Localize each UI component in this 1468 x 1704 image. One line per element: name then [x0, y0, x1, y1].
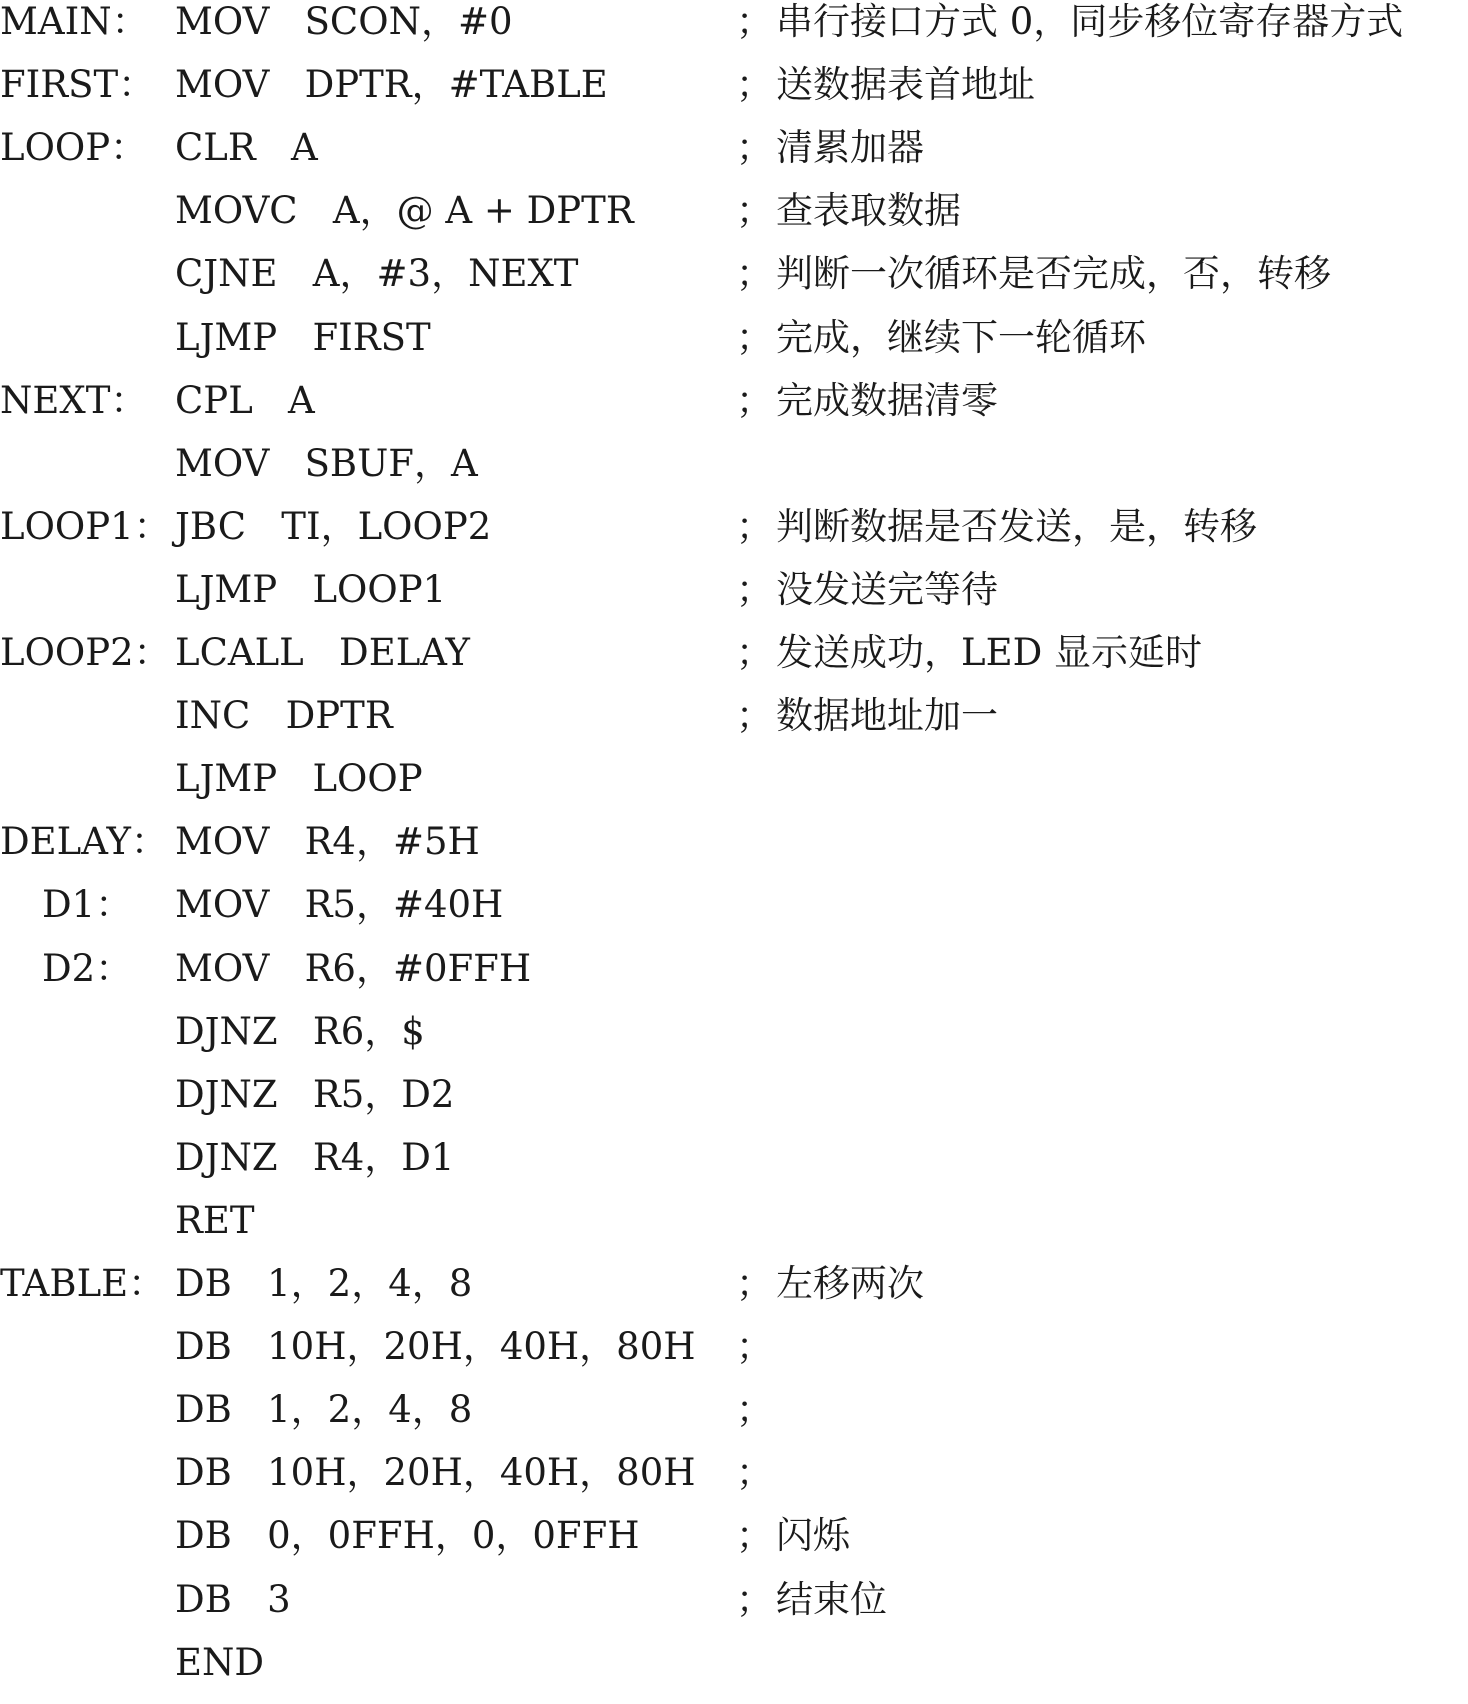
code-line — [0, 1388, 1468, 1451]
comment-delimiter: ； — [736, 1451, 773, 1495]
code-line — [0, 1641, 1468, 1704]
code-instruction: DB 3 — [175, 1577, 291, 1621]
comment-delimiter: ； — [736, 0, 773, 43]
code-instruction: LJMP FIRST — [175, 315, 431, 359]
code-comment: 清累加器 — [776, 126, 924, 170]
code-instruction: LJMP LOOP — [175, 757, 423, 801]
code-instruction: DB 1，2，4，8 — [175, 1388, 473, 1432]
code-comment: 送数据表首地址 — [776, 63, 1035, 107]
comment-delimiter: ； — [736, 567, 773, 611]
code-instruction: END — [175, 1640, 265, 1684]
code-line — [0, 252, 1468, 315]
code-instruction: DJNZ R4，D1 — [175, 1135, 455, 1179]
code-instruction: DB 10H，20H，40H，80H — [175, 1451, 696, 1495]
code-label: D1： — [42, 883, 133, 927]
code-line — [0, 631, 1468, 694]
code-instruction: MOV R4，#5H — [175, 820, 480, 864]
code-line — [0, 63, 1468, 126]
comment-delimiter: ； — [736, 1325, 773, 1369]
comment-delimiter: ； — [736, 1388, 773, 1432]
code-line — [0, 1578, 1468, 1641]
code-instruction: CLR A — [175, 126, 318, 170]
code-comment: 串行接口方式 0，同步移位寄存器方式 — [776, 0, 1404, 43]
code-line — [0, 883, 1468, 946]
code-label: MAIN： — [0, 0, 149, 43]
code-comment: 完成，继续下一轮循环 — [776, 315, 1146, 359]
code-label: LOOP1： — [0, 504, 171, 548]
code-instruction: CPL A — [175, 378, 315, 422]
code-line — [0, 757, 1468, 820]
code-comment: 判断一次循环是否完成，否，转移 — [776, 252, 1331, 296]
code-instruction: MOVC A，@ A + DPTR — [175, 189, 634, 233]
code-comment: 判断数据是否发送，是，转移 — [776, 504, 1257, 548]
code-label: D2： — [42, 946, 133, 990]
code-label: TABLE： — [0, 1262, 166, 1305]
comment-delimiter: ； — [736, 126, 773, 170]
comment-delimiter: ； — [736, 1577, 773, 1621]
code-instruction: MOV SBUF，A — [175, 441, 478, 485]
code-instruction: LJMP LOOP1 — [175, 567, 447, 611]
code-instruction: LCALL DELAY — [175, 631, 470, 674]
comment-delimiter: ； — [736, 1262, 773, 1305]
code-comment: 发送成功，LED 显示延时 — [776, 631, 1203, 674]
code-instruction: DJNZ R6，$ — [175, 1009, 425, 1053]
code-line — [0, 947, 1468, 1010]
code-line — [0, 379, 1468, 442]
code-instruction: MOV R5，#40H — [175, 883, 504, 927]
code-instruction: MOV SCON，#0 — [175, 0, 513, 43]
code-line — [0, 1325, 1468, 1388]
code-instruction: CJNE A，#3，NEXT — [175, 252, 579, 296]
code-instruction: DB 1，2，4，8 — [175, 1262, 473, 1305]
code-instruction: RET — [175, 1198, 255, 1242]
code-label: FIRST： — [0, 63, 156, 107]
code-label: LOOP： — [0, 126, 148, 170]
comment-delimiter: ； — [736, 315, 773, 359]
code-label: LOOP2： — [0, 631, 171, 674]
code-line — [0, 1199, 1468, 1262]
comment-delimiter: ； — [736, 694, 773, 738]
code-line — [0, 1262, 1468, 1325]
comment-delimiter: ； — [736, 378, 773, 422]
code-line — [0, 1010, 1468, 1073]
code-instruction: DB 0，0FFH，0，0FFH — [175, 1514, 640, 1558]
code-comment: 闪烁 — [776, 1514, 850, 1558]
code-line — [0, 694, 1468, 757]
code-comment: 数据地址加一 — [776, 694, 998, 738]
code-line — [0, 1136, 1468, 1199]
comment-delimiter: ； — [736, 63, 773, 107]
code-line — [0, 1451, 1468, 1514]
comment-delimiter: ； — [736, 1514, 773, 1558]
code-line — [0, 316, 1468, 379]
comment-delimiter: ； — [736, 252, 773, 296]
code-line — [0, 1514, 1468, 1577]
code-instruction: MOV R6，#0FFH — [175, 946, 532, 990]
comment-delimiter: ； — [736, 189, 773, 233]
code-comment: 查表取数据 — [776, 189, 961, 233]
code-instruction: DJNZ R5，D2 — [175, 1072, 455, 1116]
comment-delimiter: ； — [736, 504, 773, 548]
code-line — [0, 1073, 1468, 1136]
code-instruction: JBC TI，LOOP2 — [175, 504, 492, 548]
code-comment: 左移两次 — [776, 1262, 924, 1305]
code-instruction: DB 10H，20H，40H，80H — [175, 1325, 696, 1369]
code-line — [0, 820, 1468, 883]
code-line — [0, 126, 1468, 189]
code-line — [0, 442, 1468, 505]
code-instruction: INC DPTR — [175, 694, 393, 738]
code-label: NEXT： — [0, 378, 148, 422]
code-instruction: MOV DPTR，#TABLE — [175, 63, 608, 107]
code-line — [0, 0, 1468, 63]
code-line — [0, 505, 1468, 568]
code-line — [0, 568, 1468, 631]
code-comment: 结束位 — [776, 1577, 887, 1621]
comment-delimiter: ； — [736, 631, 773, 674]
code-line — [0, 189, 1468, 252]
code-comment: 没发送完等待 — [776, 567, 998, 611]
code-comment: 完成数据清零 — [776, 378, 998, 422]
code-label: DELAY： — [0, 820, 168, 864]
